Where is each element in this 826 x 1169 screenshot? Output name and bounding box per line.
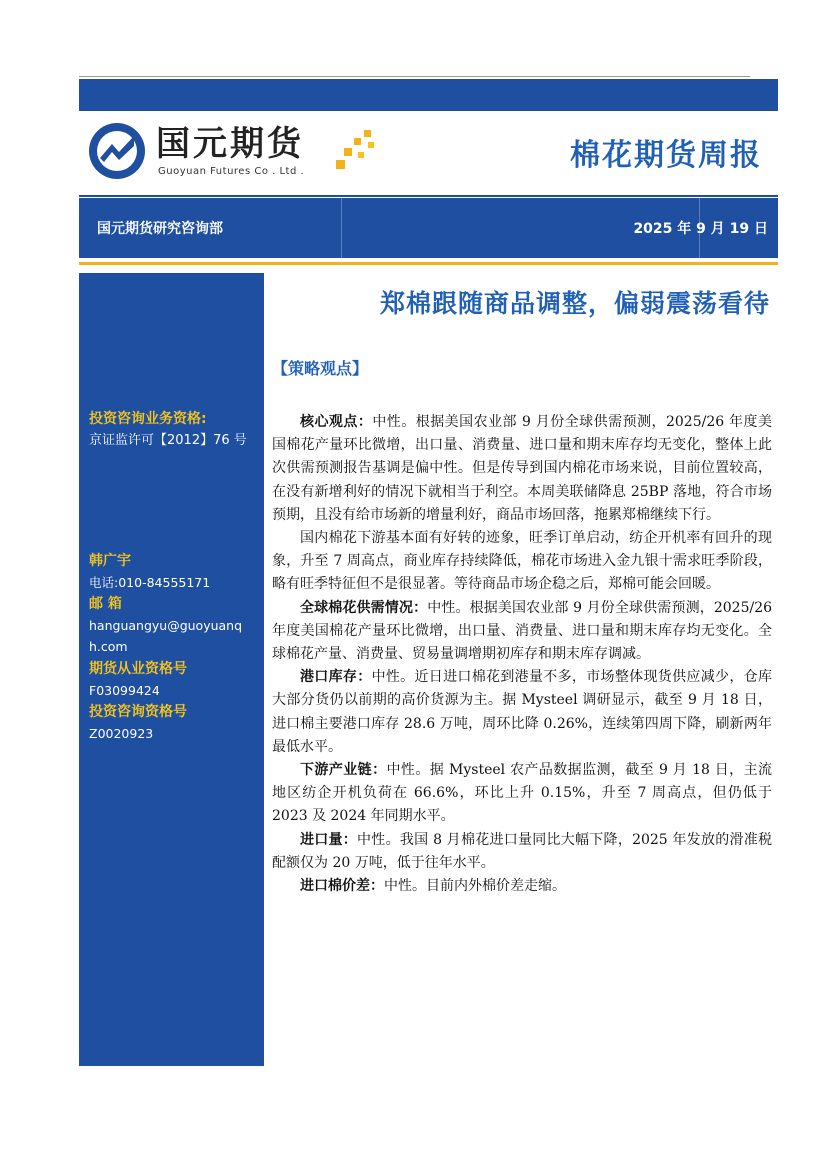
company-name-en: Guoyuan Futures Co . Ltd . xyxy=(158,166,305,177)
paragraph-text: 中性。我国 8 月棉花进口量同比大幅下降，2025 年发放的滑准税配额仅为 20 万吨，低于往年水平。 xyxy=(272,831,772,871)
analyst-phone: 电话:010-84555171 xyxy=(89,575,211,590)
paragraph-label: 港口库存： xyxy=(300,669,372,686)
paragraph-label: 下游产业链： xyxy=(300,762,387,779)
bar-divider-left xyxy=(341,198,342,258)
analyst-name: 韩广宇 xyxy=(89,553,131,569)
paragraph-label: 进口棉价差： xyxy=(300,878,384,895)
paragraph xyxy=(272,875,772,898)
paragraph-label: 全球棉花供需情况： xyxy=(300,599,428,616)
company-name-cn: 国元期货 xyxy=(156,124,304,164)
futures-qualification-label: 期货从业资格号 xyxy=(89,661,187,677)
gold-accent-line xyxy=(79,262,778,265)
paragraph xyxy=(272,527,772,597)
department-bar xyxy=(79,198,778,258)
email-line-2[interactable]: h.com xyxy=(89,639,128,654)
paragraph xyxy=(272,666,772,759)
report-date: 2025 年 9 月 19 日 xyxy=(633,221,768,237)
header-rule xyxy=(79,195,778,197)
paragraph-text: 中性。根据美国农业部 9 月份全球供需预测，2025/26 年度美国棉花产量环比微增，出口量、消费量、进口量和期末库存均无变化。全球棉花产量、消费量、贸易量调增期初库存和期末库存调减。 xyxy=(272,599,773,663)
paragraph xyxy=(272,597,772,667)
strategy-content xyxy=(272,411,772,898)
company-logo xyxy=(88,122,388,184)
top-rule xyxy=(79,76,750,77)
futures-qualification-value: F03099424 xyxy=(89,683,160,698)
email-label: 邮 箱 xyxy=(89,596,122,612)
paragraph-text: 中性。根据美国农业部 9 月份全球供需预测，2025/26 年度美国棉花产量环比微增，出口量、消费量、进口量和期末库存均无变化，整体上此次供需预测报告基调是偏中性。但是传导到国内棉花市场来说，目前位置较高，在没有新增利好的情况下就相当于利空。本周美联储降息 25BP 落地，符合市场预期，且没有给市场新的增量利好，商品市场回落，拖累郑棉继续下行。 xyxy=(272,414,772,523)
qualification-label: 投资咨询业务资格: xyxy=(89,411,207,427)
section-title: 【策略观点】 xyxy=(272,359,369,378)
advisory-qualification-value: Z0020923 xyxy=(89,726,154,741)
report-title: 棉花期货周报 xyxy=(570,138,762,173)
paragraph xyxy=(272,411,772,527)
advisory-qualification-label: 投资咨询资格号 xyxy=(89,704,187,720)
header-band xyxy=(79,79,778,111)
paragraph xyxy=(272,829,772,875)
logo-emblem-icon xyxy=(88,122,146,180)
analyst-sidebar xyxy=(79,273,264,1066)
paragraph-text: 中性。近日进口棉花到港量不多，市场整体现货供应减少，仓库大部分货仍以前期的高价货源为主。据 Mysteel 调研显示，截至 9 月 18 日，进口棉主要港口库存 28.6 万吨，周环比降 0.26%，连续第四周下降，刷新两年最低水平。 xyxy=(272,669,772,755)
paragraph-text: 中性。据 Mysteel 农产品数据监测，截至 9 月 18 日，主流地区纺企开机负荷在 66.6%，环比上升 0.15%，升至 7 周高点，但仍低于 2023 及 2024 年同期水平。 xyxy=(272,762,772,825)
paragraph-label: 进口量： xyxy=(300,831,358,848)
paragraph-text: 国内棉花下游基本面有好转的迹象，旺季订单启动，纺企开机率有回升的现象，升至 7 周高点，商业库存持续降低，棉花市场进入金九银十需求旺季阶段，略有旺季特征但不是很显著。等待商品市场企稳之后，郑棉可能会回暖。 xyxy=(272,530,772,593)
paragraph xyxy=(272,759,772,829)
paragraph-label: 核心观点： xyxy=(300,414,373,430)
email-line-1[interactable]: hanguangyu@guoyuanq xyxy=(89,618,243,633)
department-name: 国元期货研究咨询部 xyxy=(97,221,223,237)
report-headline: 郑棉跟随商品调整，偏弱震荡看待 xyxy=(379,289,770,318)
paragraph-text: 中性。目前内外棉价差走缩。 xyxy=(384,878,566,895)
qualification-value: 京证监许可【2012】76 号 xyxy=(89,433,247,448)
logo-dots-icon xyxy=(328,128,378,174)
